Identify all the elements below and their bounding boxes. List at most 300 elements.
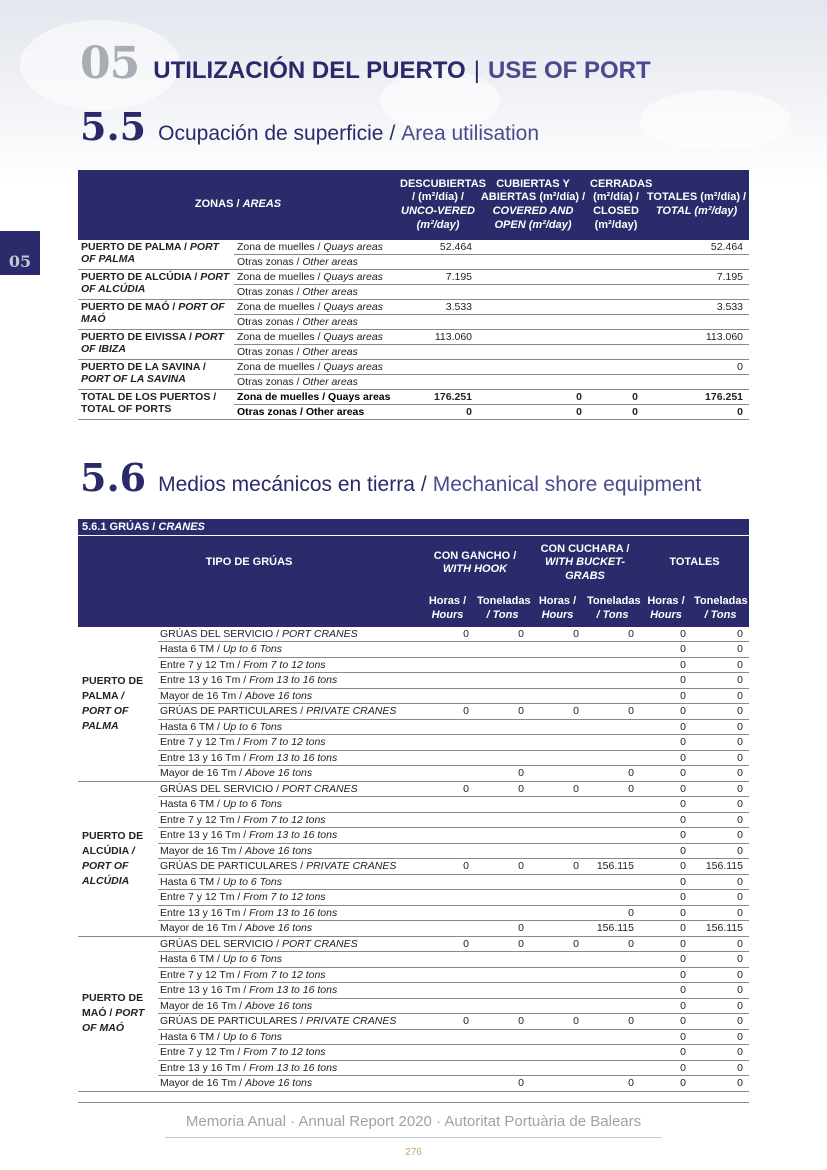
value-cell xyxy=(475,719,530,735)
zone-label: Otras zonas / Other areas xyxy=(234,285,398,300)
value-cell: 0 xyxy=(475,1014,530,1030)
value-cell: 0 xyxy=(420,936,475,952)
table-row xyxy=(78,1060,749,1076)
table-row xyxy=(78,1076,749,1092)
value-cell xyxy=(588,345,644,360)
zone-label: Otras zonas / Other areas xyxy=(234,315,398,330)
crane-type-label: Entre 7 y 12 Tm / From 7 to 12 tons xyxy=(158,1045,420,1061)
chapter-title-es: UTILIZACIÓN DEL PUERTO xyxy=(153,57,466,84)
port-name: PUERTO DE MAÓ / PORT OF MAÓ xyxy=(78,300,234,330)
zone-label: Otras zonas / Other areas xyxy=(234,405,398,420)
value-cell: 156.115 xyxy=(585,859,640,875)
value-cell: 0 xyxy=(475,627,530,642)
value-cell: 156.115 xyxy=(692,921,749,937)
value-cell xyxy=(478,315,588,330)
crane-type-label: Hasta 6 TM / Up to 6 Tons xyxy=(158,797,420,813)
value-cell: 52.464 xyxy=(644,240,749,255)
value-cell xyxy=(420,828,475,844)
value-cell xyxy=(420,874,475,890)
zone-label: Otras zonas / Other areas xyxy=(234,255,398,270)
value-cell xyxy=(588,375,644,390)
value-cell xyxy=(588,270,644,285)
crane-type-label: Mayor de 16 Tm / Above 16 tons xyxy=(158,921,420,937)
value-cell: 0 xyxy=(640,983,692,999)
value-cell: 7.195 xyxy=(398,270,478,285)
crane-type-label: Mayor de 16 Tm / Above 16 tons xyxy=(158,1076,420,1092)
section-title-es: Ocupación de superficie xyxy=(158,122,384,145)
value-cell xyxy=(478,240,588,255)
value-cell xyxy=(475,1029,530,1045)
value-cell xyxy=(530,657,585,673)
value-cell xyxy=(585,874,640,890)
subcol-hours: Horas / Hours xyxy=(420,591,475,627)
table-row xyxy=(78,642,749,658)
value-cell xyxy=(588,285,644,300)
port-name: PUERTO DE ALCÚDIA / PORT OF ALCÚDIA xyxy=(78,270,234,300)
zone-label: Zona de muelles / Quays areas xyxy=(234,300,398,315)
value-cell xyxy=(585,828,640,844)
value-cell: 0 xyxy=(588,405,644,420)
value-cell: 0 xyxy=(692,750,749,766)
value-cell: 0 xyxy=(475,859,530,875)
value-cell: 0 xyxy=(692,673,749,689)
table-row xyxy=(78,688,749,704)
value-cell xyxy=(585,657,640,673)
total-row xyxy=(78,390,749,405)
value-cell xyxy=(475,828,530,844)
zone-label: Otras zonas / Other areas xyxy=(234,345,398,360)
port-name: PUERTO DE LA SAVINA / PORT OF LA SAVINA xyxy=(78,360,234,390)
value-cell: 0 xyxy=(640,998,692,1014)
value-cell: 0 xyxy=(640,673,692,689)
value-cell xyxy=(420,843,475,859)
value-cell xyxy=(530,905,585,921)
value-cell xyxy=(530,688,585,704)
table-row xyxy=(78,1029,749,1045)
value-cell: 0 xyxy=(585,936,640,952)
value-cell: 0 xyxy=(420,781,475,797)
value-cell xyxy=(475,843,530,859)
value-cell xyxy=(420,998,475,1014)
value-cell: 0 xyxy=(475,1076,530,1092)
page-number: 276 xyxy=(405,1147,422,1158)
value-cell: 0 xyxy=(640,874,692,890)
value-cell xyxy=(420,890,475,906)
value-cell xyxy=(478,285,588,300)
value-cell: 3.533 xyxy=(398,300,478,315)
value-cell: 0 xyxy=(585,766,640,782)
crane-type-label: GRÚAS DEL SERVICIO / PORT CRANES xyxy=(158,936,420,952)
value-cell: 0 xyxy=(475,766,530,782)
value-cell xyxy=(420,673,475,689)
value-cell xyxy=(475,657,530,673)
cranes-table xyxy=(78,519,749,1092)
table-row xyxy=(78,843,749,859)
value-cell xyxy=(420,812,475,828)
subheader-blank xyxy=(78,591,420,627)
value-cell xyxy=(420,657,475,673)
value-cell: 0 xyxy=(420,627,475,642)
port-name: PUERTO DE EIVISSA / PORT OF IBIZA xyxy=(78,330,234,360)
value-cell: 0 xyxy=(478,390,588,405)
table-bottom-rule xyxy=(78,1102,749,1103)
col-with-hook: CON GANCHO / WITH HOOK xyxy=(420,536,530,591)
value-cell xyxy=(588,300,644,315)
value-cell xyxy=(478,345,588,360)
table-row xyxy=(78,890,749,906)
col-totals: TOTALES xyxy=(640,536,749,591)
crane-type-label: Hasta 6 TM / Up to 6 Tons xyxy=(158,874,420,890)
value-cell xyxy=(478,375,588,390)
value-cell xyxy=(475,998,530,1014)
value-cell xyxy=(585,998,640,1014)
crane-type-label: Entre 7 y 12 Tm / From 7 to 12 tons xyxy=(158,657,420,673)
value-cell: 0 xyxy=(585,781,640,797)
value-cell xyxy=(420,1076,475,1092)
value-cell: 0 xyxy=(640,828,692,844)
value-cell: 0 xyxy=(420,859,475,875)
subcol-tons: Toneladas / Tons xyxy=(475,591,530,627)
value-cell: 0 xyxy=(475,921,530,937)
value-cell: 0 xyxy=(475,936,530,952)
table-row xyxy=(78,874,749,890)
value-cell xyxy=(530,967,585,983)
section-title-en: Mechanical shore equipment xyxy=(432,473,702,496)
value-cell xyxy=(588,315,644,330)
value-cell: 0 xyxy=(640,1029,692,1045)
value-cell xyxy=(530,998,585,1014)
value-cell: 0 xyxy=(640,781,692,797)
value-cell xyxy=(585,719,640,735)
value-cell xyxy=(585,750,640,766)
value-cell: 0 xyxy=(640,952,692,968)
value-cell: 0 xyxy=(640,936,692,952)
table-row xyxy=(78,1045,749,1061)
crane-type-label: Entre 13 y 16 Tm / From 13 to 16 tons xyxy=(158,983,420,999)
value-cell: 0 xyxy=(640,1045,692,1061)
value-cell xyxy=(585,983,640,999)
table-row xyxy=(78,797,749,813)
value-cell: 0 xyxy=(692,843,749,859)
value-cell: 0 xyxy=(692,704,749,720)
crane-type-label: Entre 7 y 12 Tm / From 7 to 12 tons xyxy=(158,735,420,751)
table-row xyxy=(78,905,749,921)
subcol-tons: Toneladas / Tons xyxy=(692,591,749,627)
value-cell xyxy=(398,255,478,270)
value-cell: 0 xyxy=(692,766,749,782)
value-cell: 0 xyxy=(475,781,530,797)
value-cell: 0 xyxy=(692,874,749,890)
value-cell xyxy=(420,642,475,658)
value-cell xyxy=(530,642,585,658)
value-cell xyxy=(585,1029,640,1045)
table-row xyxy=(78,983,749,999)
value-cell xyxy=(475,812,530,828)
value-cell xyxy=(530,1076,585,1092)
value-cell xyxy=(475,874,530,890)
col-totals: TOTALES (m²/día) / TOTAL (m²/day) xyxy=(644,170,749,240)
value-cell: 0 xyxy=(692,1014,749,1030)
value-cell xyxy=(530,890,585,906)
value-cell xyxy=(475,642,530,658)
value-cell: 0 xyxy=(692,781,749,797)
value-cell: 0 xyxy=(530,627,585,642)
value-cell: 0 xyxy=(640,967,692,983)
crane-type-label: Hasta 6 TM / Up to 6 Tons xyxy=(158,719,420,735)
value-cell xyxy=(530,719,585,735)
value-cell xyxy=(475,905,530,921)
port-name: PUERTO DE PALMA / PORT OF PALMA xyxy=(78,240,234,270)
value-cell: 0 xyxy=(420,704,475,720)
value-cell: 0 xyxy=(692,1029,749,1045)
col-closed: CERRADAS (m²/día) / CLOSED (m²/day) xyxy=(588,170,644,240)
value-cell: 0 xyxy=(692,657,749,673)
zone-label: Zona de muelles / Quays areas xyxy=(234,360,398,375)
value-cell xyxy=(644,345,749,360)
value-cell: 0 xyxy=(640,627,692,642)
value-cell xyxy=(420,983,475,999)
value-cell xyxy=(588,330,644,345)
chapter-side-tab: 05 xyxy=(0,231,40,275)
value-cell: 0 xyxy=(640,719,692,735)
crane-type-label: Hasta 6 TM / Up to 6 Tons xyxy=(158,1029,420,1045)
crane-type-label: GRÚAS DEL SERVICIO / PORT CRANES xyxy=(158,627,420,642)
value-cell xyxy=(530,812,585,828)
value-cell xyxy=(585,688,640,704)
value-cell xyxy=(588,360,644,375)
table-caption-row xyxy=(78,519,749,536)
subcol-hours: Horas / Hours xyxy=(530,591,585,627)
value-cell xyxy=(644,285,749,300)
table-row xyxy=(78,828,749,844)
value-cell: 0 xyxy=(640,642,692,658)
value-cell xyxy=(475,688,530,704)
port-name: PUERTO DE ALCÚDIA / PORT OF ALCÚDIA xyxy=(78,781,158,936)
zone-label: Zona de muelles / Quays areas xyxy=(234,240,398,255)
value-cell: 0 xyxy=(585,1076,640,1092)
crane-type-label: Hasta 6 TM / Up to 6 Tons xyxy=(158,642,420,658)
value-cell: 0 xyxy=(640,1076,692,1092)
value-cell xyxy=(475,1060,530,1076)
value-cell xyxy=(644,315,749,330)
value-cell xyxy=(530,1060,585,1076)
value-cell xyxy=(420,750,475,766)
col-crane-type: TIPO DE GRÚAS xyxy=(78,536,420,591)
table-row xyxy=(78,936,749,952)
value-cell xyxy=(478,255,588,270)
value-cell xyxy=(475,952,530,968)
section-title-en: Area utilisation xyxy=(401,122,540,145)
value-cell: 3.533 xyxy=(644,300,749,315)
crane-type-label: Entre 13 y 16 Tm / From 13 to 16 tons xyxy=(158,905,420,921)
subcol-tons: Toneladas / Tons xyxy=(585,591,640,627)
value-cell xyxy=(475,983,530,999)
table-row xyxy=(78,812,749,828)
value-cell: 0 xyxy=(640,890,692,906)
zone-label: Zona de muelles / Quays areas xyxy=(234,330,398,345)
value-cell: 0 xyxy=(644,360,749,375)
table-row xyxy=(78,330,749,345)
value-cell xyxy=(585,890,640,906)
section-number: 5.5 xyxy=(80,104,147,149)
value-cell xyxy=(588,240,644,255)
value-cell: 0 xyxy=(530,704,585,720)
value-cell: 0 xyxy=(640,859,692,875)
value-cell xyxy=(420,797,475,813)
area-utilisation-table xyxy=(78,170,749,420)
value-cell xyxy=(398,285,478,300)
value-cell xyxy=(420,905,475,921)
total-label: TOTAL DE LOS PUERTOS / TOTAL OF PORTS xyxy=(78,390,234,420)
crane-type-label: Entre 13 y 16 Tm / From 13 to 16 tons xyxy=(158,673,420,689)
value-cell xyxy=(475,967,530,983)
value-cell xyxy=(420,1045,475,1061)
value-cell: 0 xyxy=(478,405,588,420)
value-cell xyxy=(475,797,530,813)
table-row xyxy=(78,704,749,720)
table-row xyxy=(78,270,749,285)
value-cell xyxy=(420,967,475,983)
value-cell: 0 xyxy=(640,688,692,704)
value-cell xyxy=(530,766,585,782)
value-cell: 0 xyxy=(585,1014,640,1030)
value-cell: 0 xyxy=(640,766,692,782)
value-cell xyxy=(475,1045,530,1061)
crane-type-label: Mayor de 16 Tm / Above 16 tons xyxy=(158,998,420,1014)
table-row xyxy=(78,921,749,937)
value-cell: 0 xyxy=(640,657,692,673)
table-row xyxy=(78,859,749,875)
value-cell: 0 xyxy=(692,735,749,751)
section-separator: / xyxy=(420,473,427,496)
value-cell xyxy=(585,843,640,859)
value-cell xyxy=(530,797,585,813)
value-cell xyxy=(398,315,478,330)
value-cell xyxy=(644,375,749,390)
value-cell: 113.060 xyxy=(644,330,749,345)
value-cell: 0 xyxy=(692,890,749,906)
value-cell: 113.060 xyxy=(398,330,478,345)
value-cell: 0 xyxy=(420,1014,475,1030)
port-name: PUERTO DE MAÓ / PORT OF MAÓ xyxy=(78,936,158,1091)
value-cell: 0 xyxy=(692,967,749,983)
value-cell xyxy=(530,1045,585,1061)
value-cell xyxy=(585,1045,640,1061)
zone-label: Otras zonas / Other areas xyxy=(234,375,398,390)
value-cell: 0 xyxy=(692,936,749,952)
value-cell xyxy=(420,719,475,735)
table-row xyxy=(78,998,749,1014)
crane-type-label: GRÚAS DE PARTICULARES / PRIVATE CRANES xyxy=(158,859,420,875)
value-cell xyxy=(585,1060,640,1076)
section-number: 5.6 xyxy=(80,455,147,500)
crane-type-label: Entre 7 y 12 Tm / From 7 to 12 tons xyxy=(158,967,420,983)
table-row xyxy=(78,1014,749,1030)
table-row xyxy=(78,967,749,983)
zone-label: Zona de muelles / Quays areas xyxy=(234,390,398,405)
col-covered: CUBIERTAS Y ABIERTAS (m²/día) / COVERED AND OPEN (m²/day) xyxy=(478,170,588,240)
value-cell xyxy=(588,255,644,270)
value-cell: 0 xyxy=(640,921,692,937)
value-cell: 0 xyxy=(692,905,749,921)
value-cell xyxy=(420,921,475,937)
value-cell xyxy=(530,983,585,999)
value-cell xyxy=(530,750,585,766)
table-row xyxy=(78,657,749,673)
value-cell xyxy=(530,828,585,844)
value-cell xyxy=(478,360,588,375)
value-cell: 0 xyxy=(640,735,692,751)
value-cell xyxy=(530,921,585,937)
section-title-es: Medios mecánicos en tierra xyxy=(158,473,415,496)
value-cell xyxy=(420,1060,475,1076)
table-row xyxy=(78,952,749,968)
col-with-bucket: CON CUCHARA / WITH BUCKET-GRABS xyxy=(530,536,640,591)
value-cell: 0 xyxy=(640,812,692,828)
value-cell xyxy=(585,642,640,658)
subcol-hours: Horas / Hours xyxy=(640,591,692,627)
value-cell: 0 xyxy=(644,405,749,420)
value-cell xyxy=(530,952,585,968)
value-cell: 0 xyxy=(585,627,640,642)
table-row xyxy=(78,300,749,315)
value-cell xyxy=(585,967,640,983)
chapter-separator: | xyxy=(473,57,480,84)
value-cell xyxy=(420,735,475,751)
section-55-title xyxy=(80,104,539,149)
value-cell: 0 xyxy=(640,843,692,859)
value-cell: 0 xyxy=(692,642,749,658)
value-cell xyxy=(420,688,475,704)
zone-label: Zona de muelles / Quays areas xyxy=(234,270,398,285)
value-cell: 0 xyxy=(585,704,640,720)
crane-type-label: Mayor de 16 Tm / Above 16 tons xyxy=(158,843,420,859)
value-cell xyxy=(530,843,585,859)
value-cell xyxy=(475,735,530,751)
value-cell xyxy=(585,673,640,689)
section-56-title xyxy=(80,455,701,500)
col-uncovered: DESCUBIERTAS / (m²/día) / UNCO-VERED (m²/day) xyxy=(398,170,478,240)
table-header-row xyxy=(78,536,749,591)
value-cell xyxy=(478,330,588,345)
table-row xyxy=(78,750,749,766)
value-cell: 0 xyxy=(640,750,692,766)
value-cell: 0 xyxy=(692,1060,749,1076)
chapter-title-en: USE OF PORT xyxy=(487,57,651,84)
table-row xyxy=(78,627,749,642)
table-row xyxy=(78,719,749,735)
footer-divider xyxy=(165,1137,662,1138)
value-cell xyxy=(398,345,478,360)
value-cell: 0 xyxy=(640,1014,692,1030)
value-cell: 0 xyxy=(640,905,692,921)
crane-type-label: GRÚAS DEL SERVICIO / PORT CRANES xyxy=(158,781,420,797)
value-cell: 176.251 xyxy=(398,390,478,405)
value-cell xyxy=(644,255,749,270)
value-cell xyxy=(398,360,478,375)
value-cell xyxy=(420,952,475,968)
crane-type-label: Entre 7 y 12 Tm / From 7 to 12 tons xyxy=(158,812,420,828)
chapter-number: 05 xyxy=(80,38,140,89)
value-cell: 0 xyxy=(530,1014,585,1030)
value-cell xyxy=(530,735,585,751)
crane-type-label: Mayor de 16 Tm / Above 16 tons xyxy=(158,688,420,704)
value-cell xyxy=(420,1029,475,1045)
value-cell: 0 xyxy=(530,859,585,875)
table-row xyxy=(78,735,749,751)
value-cell: 0 xyxy=(588,390,644,405)
value-cell: 0 xyxy=(692,1076,749,1092)
